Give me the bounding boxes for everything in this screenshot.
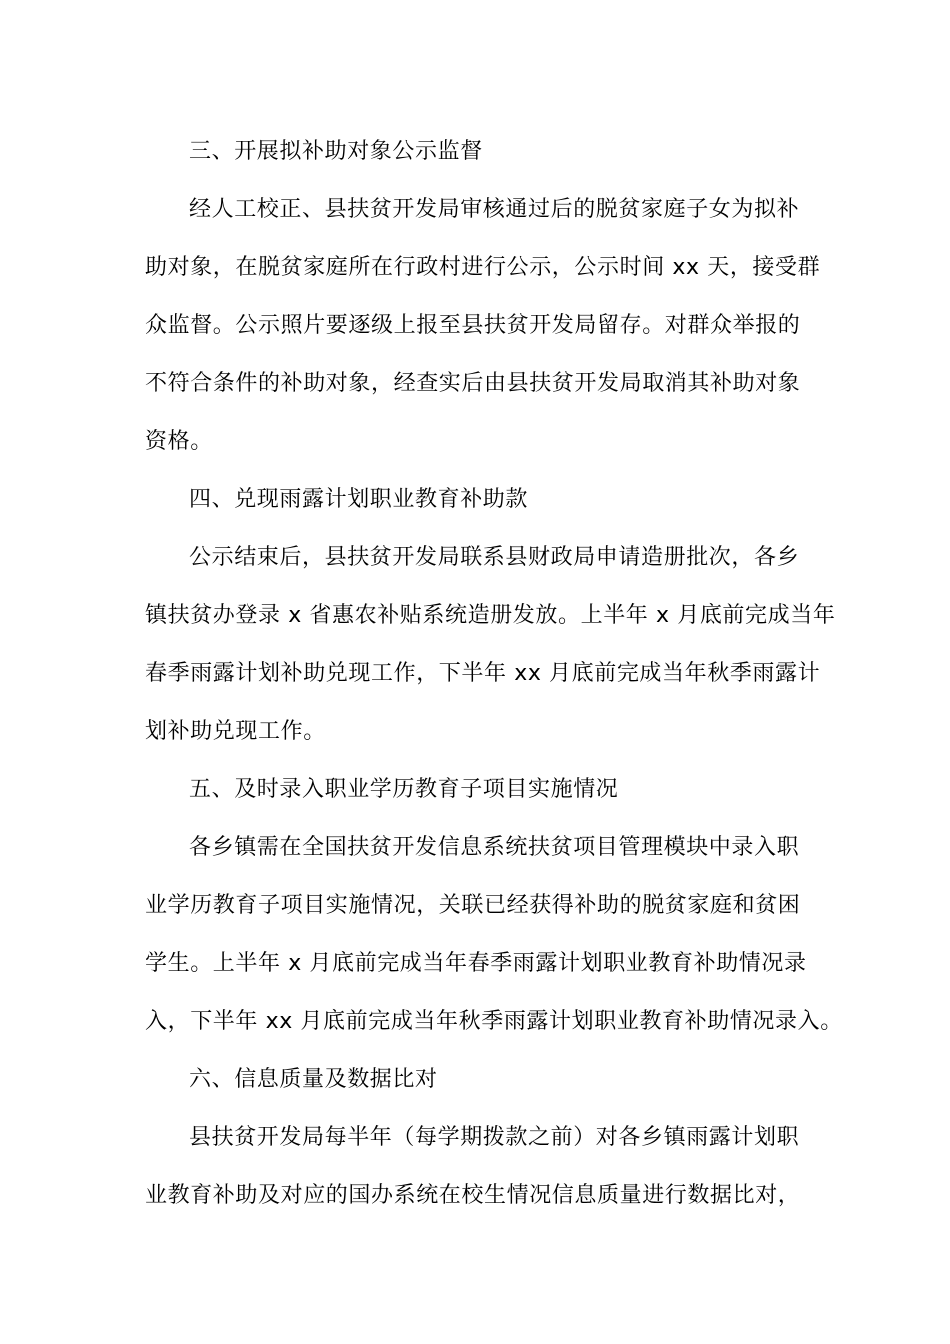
section-heading-4: 四、兑现雨露计划职业教育补助款 bbox=[189, 487, 529, 512]
paragraph-line: 助对象，在脱贫家庭所在行政村进行公示，公示时间 xx 天，接受群 bbox=[145, 255, 821, 280]
section-heading-3: 三、开展拟补助对象公示监督 bbox=[189, 139, 483, 164]
paragraph-line: 入，下半年 xx 月底前完成当年秋季雨露计划职业教育补助情况录入。 bbox=[145, 1009, 843, 1034]
paragraph-line: 划补助兑现工作。 bbox=[145, 719, 326, 744]
section-heading-6: 六、信息质量及数据比对 bbox=[189, 1067, 438, 1092]
paragraph-line: 经人工校正、县扶贫开发局审核通过后的脱贫家庭子女为拟补 bbox=[189, 197, 800, 222]
paragraph-line: 众监督。公示照片要逐级上报至县扶贫开发局留存。对群众举报的 bbox=[145, 313, 801, 338]
paragraph-line: 业教育补助及对应的国办系统在校生情况信息质量进行数据比对， bbox=[145, 1183, 801, 1208]
paragraph-line: 县扶贫开发局每半年（每学期拨款之前）对各乡镇雨露计划职 bbox=[189, 1125, 800, 1150]
paragraph-line: 各乡镇需在全国扶贫开发信息系统扶贫项目管理模块中录入职 bbox=[189, 835, 800, 860]
section-heading-5: 五、及时录入职业学历教育子项目实施情况 bbox=[189, 777, 619, 802]
document-body bbox=[145, 130, 843, 1232]
paragraph-line: 镇扶贫办登录 x 省惠农补贴系统造册发放。上半年 x 月底前完成当年 bbox=[145, 603, 836, 628]
paragraph-line: 春季雨露计划补助兑现工作，下半年 xx 月底前完成当年秋季雨露计 bbox=[145, 661, 821, 686]
paragraph-line: 公示结束后，县扶贫开发局联系县财政局申请造册批次，各乡 bbox=[189, 545, 800, 570]
paragraph-line: 学生。上半年 x 月底前完成当年春季雨露计划职业教育补助情况录 bbox=[145, 951, 807, 976]
paragraph-line: 资格。 bbox=[145, 429, 213, 454]
paragraph-line: 业学历教育子项目实施情况，关联已经获得补助的脱贫家庭和贫困 bbox=[145, 893, 801, 918]
paragraph-line: 不符合条件的补助对象，经查实后由县扶贫开发局取消其补助对象 bbox=[145, 371, 801, 396]
